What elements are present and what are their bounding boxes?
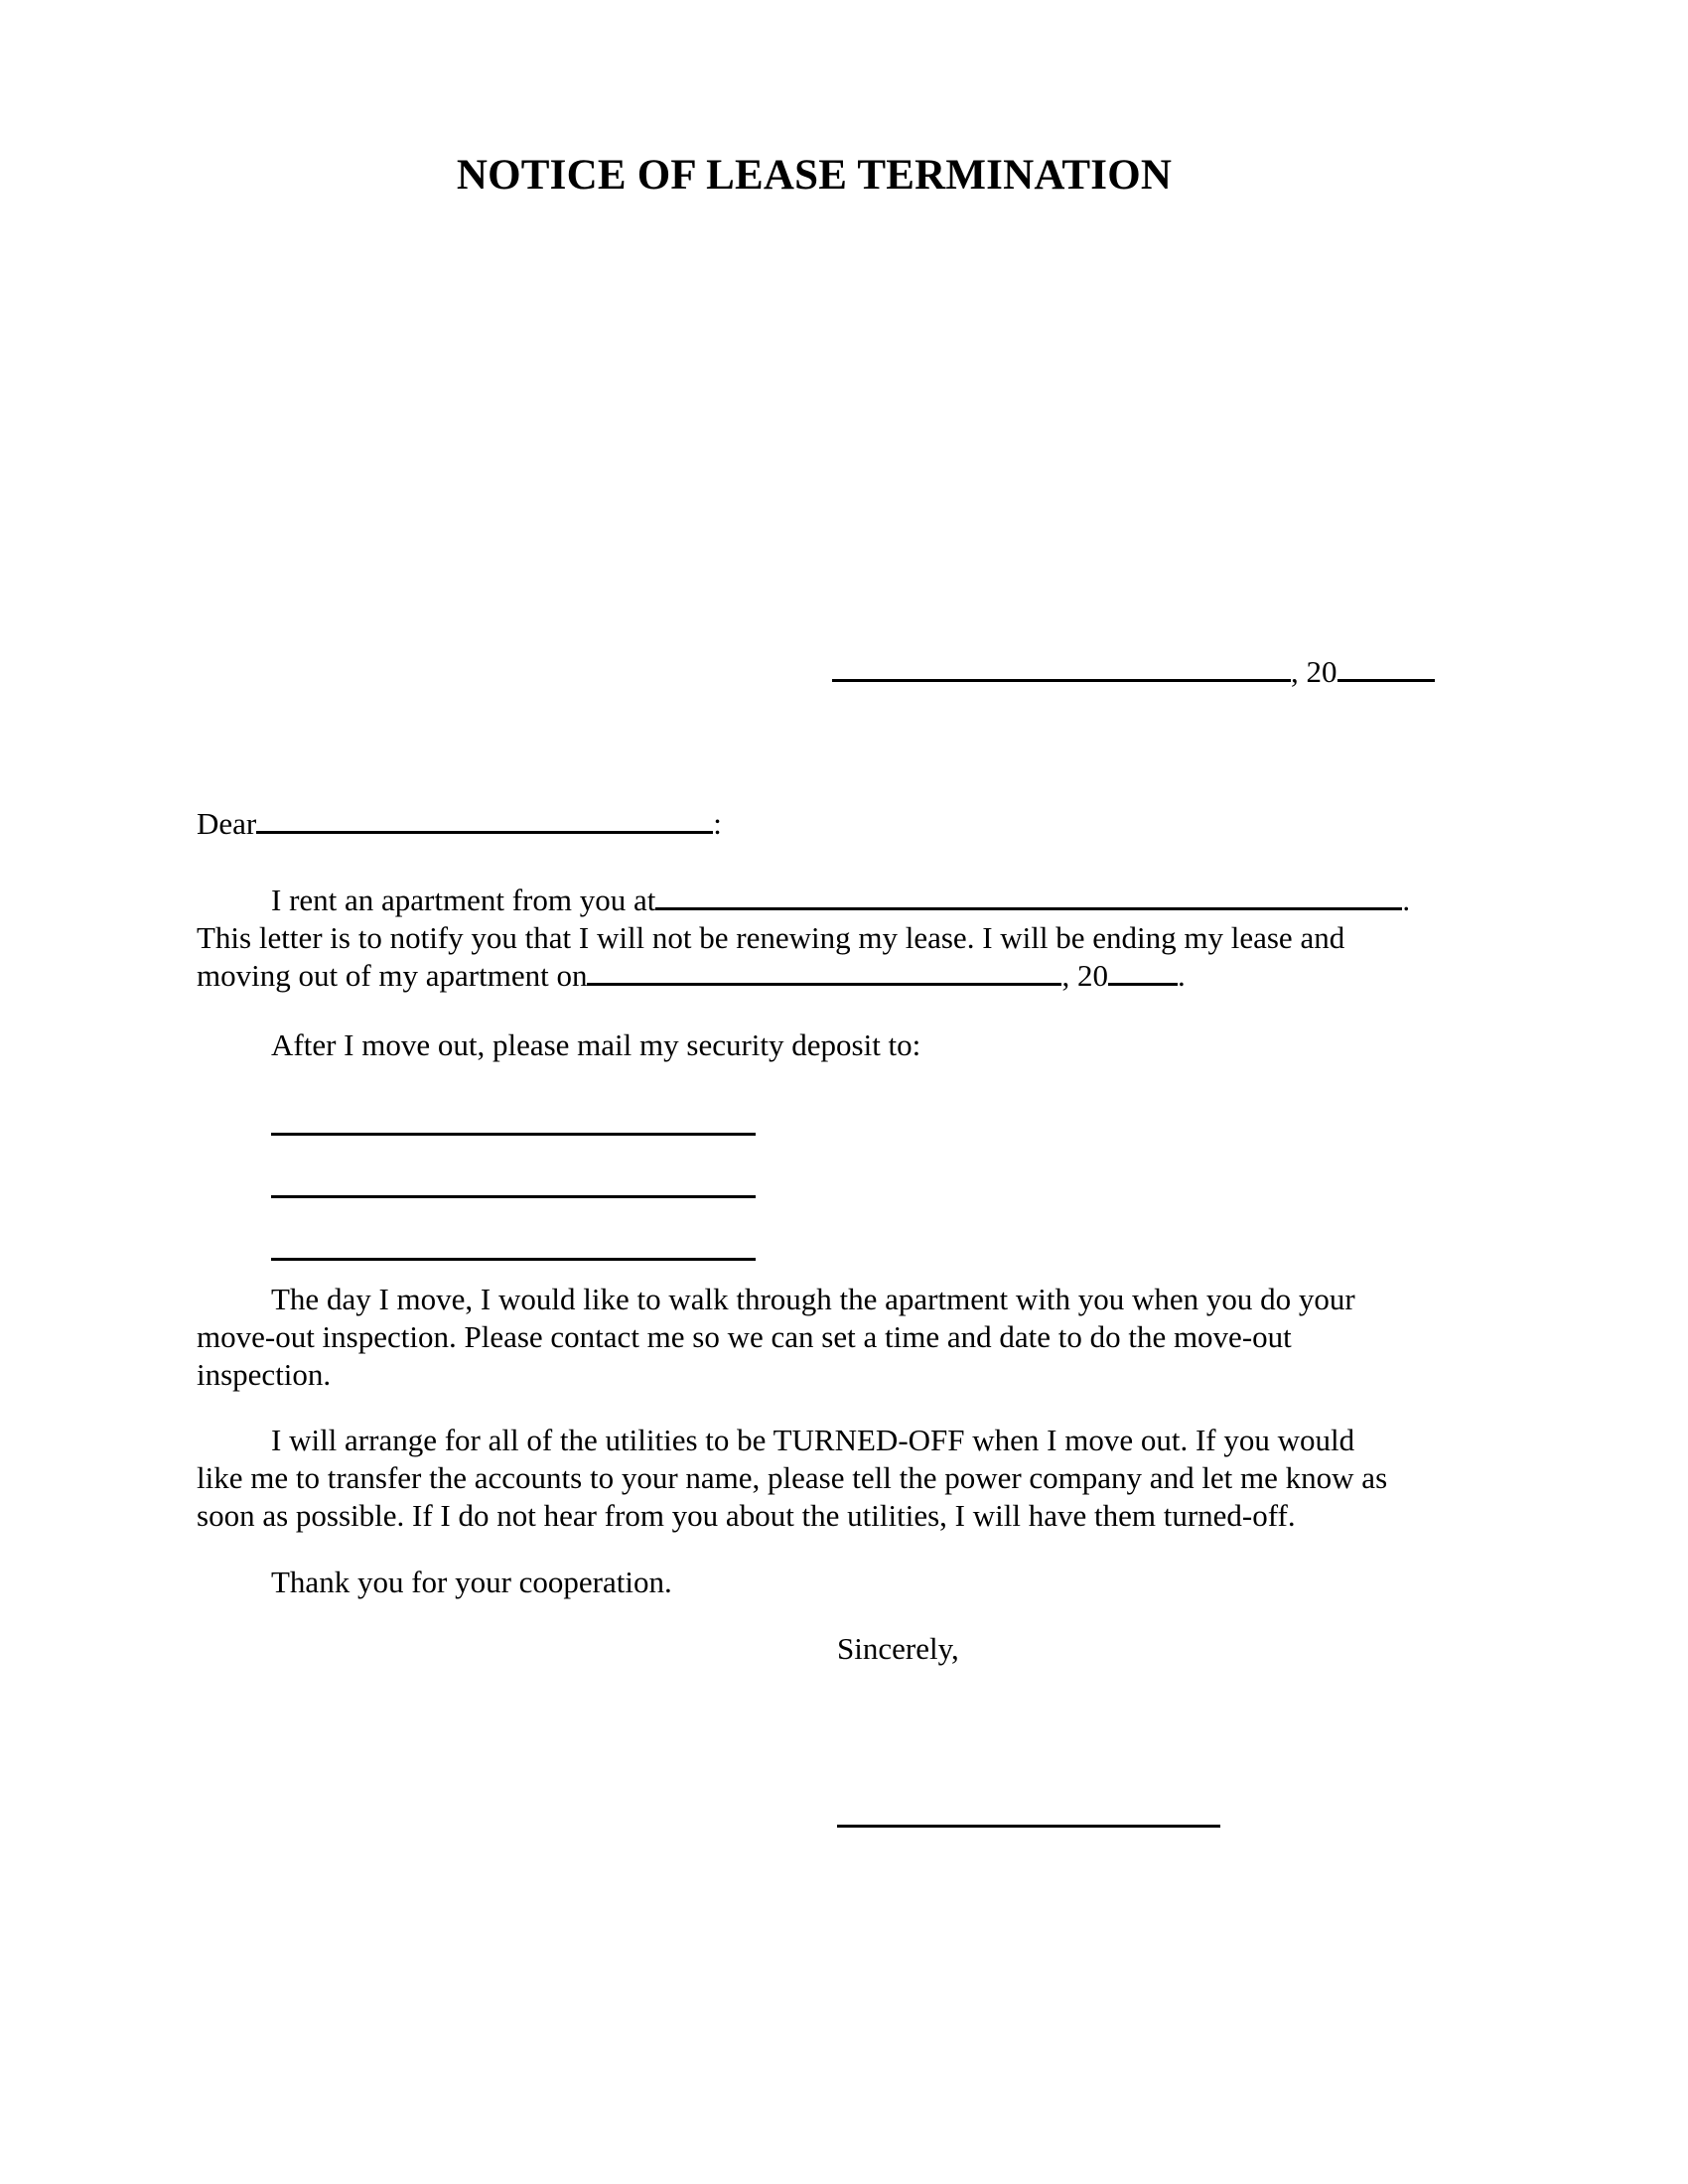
salutation-colon: :	[713, 806, 722, 841]
period: .	[1402, 883, 1411, 917]
salutation-label: Dear	[197, 806, 257, 841]
move-out-date-blank[interactable]	[587, 959, 1061, 986]
move-out-year-blank[interactable]	[1108, 959, 1178, 986]
rent-text: I rent an apartment from you at	[271, 883, 656, 917]
paragraph-3-line-1: The day I move, I would like to walk through the apartment with you when you do your	[271, 1282, 1355, 1316]
apartment-address-blank[interactable]	[655, 884, 1402, 910]
date-year-blank[interactable]	[1337, 655, 1435, 682]
date-blank[interactable]	[832, 655, 1291, 682]
paragraph-2: After I move out, please mail my security deposit to:	[271, 1027, 921, 1062]
paragraph-1-line-1	[271, 882, 1410, 919]
salutation	[197, 805, 722, 843]
document-title: NOTICE OF LEASE TERMINATION	[456, 152, 1173, 199]
period: .	[1177, 958, 1186, 993]
date-line	[832, 653, 1435, 691]
forwarding-address-line-2[interactable]	[271, 1195, 756, 1198]
move-out-year-prefix: , 20	[1061, 958, 1108, 993]
paragraph-1-line-3	[197, 957, 1186, 995]
paragraph-4-line-2: like me to transfer the accounts to your name, please tell the power company and let me know as	[197, 1460, 1388, 1495]
moving-out-text: moving out of my apartment on	[197, 958, 588, 993]
closing: Sincerely,	[837, 1631, 959, 1666]
forwarding-address-line-3[interactable]	[271, 1258, 756, 1261]
paragraph-4-line-3: soon as possible. If I do not hear from you about the utilities, I will have them turned-off.	[197, 1498, 1296, 1533]
paragraph-3-line-3: inspection.	[197, 1357, 332, 1392]
paragraph-5: Thank you for your cooperation.	[271, 1565, 672, 1599]
paragraph-1-line-2: This letter is to notify you that I will not be renewing my lease. I will be ending my lease and	[197, 920, 1345, 955]
paragraph-3-line-2: move-out inspection. Please contact me so we can set a time and date to do the move-out	[197, 1319, 1292, 1354]
paragraph-4-line-1: I will arrange for all of the utilities to be TURNED-OFF when I move out. If you would	[271, 1423, 1355, 1457]
signature-line[interactable]	[837, 1825, 1220, 1828]
landlord-name-blank[interactable]	[256, 807, 713, 834]
date-year-prefix: , 20	[1291, 654, 1337, 689]
forwarding-address-line-1[interactable]	[271, 1133, 756, 1136]
